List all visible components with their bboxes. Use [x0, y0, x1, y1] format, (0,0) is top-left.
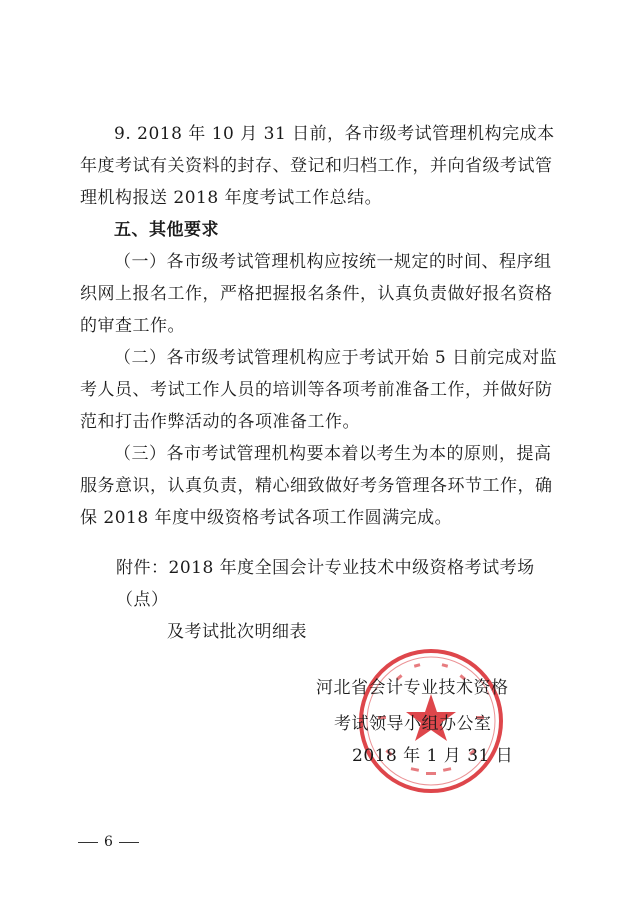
signature-org-line-2: 考试领导小组办公室: [334, 714, 492, 734]
page-number-dash-right: [119, 842, 139, 843]
attachment-note: [116, 552, 576, 648]
paragraph-item-9: 9. 2018 年 10 月 31 日前，各市级考试管理机构完成本年度考试有关资料的封存、登记和归档工作，并向省级考试管理机构报送 2018 年度考试工作总结。: [80, 124, 555, 208]
signature-date: 2018 年 1 月 31 日: [352, 746, 514, 766]
page-number-dash-left: [78, 842, 98, 843]
page-number-value: 6: [104, 834, 113, 850]
attachment-line-1: 附件：2018 年度全国会计专业技术中级资格考试考场（点）: [116, 558, 535, 610]
signature-org-line-1: 河北省会计专业技术资格: [316, 678, 509, 698]
section-heading: 五、其他要求: [114, 220, 219, 240]
requirement-paragraph-3: （三）各市考试管理机构要本着以考生为本的原则，提高服务意识，认真负责，精心细致做好考务管理各环节工作，确保 2018 年度中级资格考试各项工作圆满完成。: [80, 444, 553, 528]
requirement-paragraph-2: （二）各市级考试管理机构应于考试开始 5 日前完成对监考人员、考试工作人员的培训等各项考前准备工作，并做好防范和打击作弊活动的各项准备工作。: [80, 348, 558, 432]
attachment-line-2: 及考试批次明细表: [167, 622, 307, 642]
requirement-paragraph-1: （一）各市级考试管理机构应按统一规定的时间、程序组织网上报名工作，严格把握报名条件，认真负责做好报名资格的审查工作。: [80, 252, 553, 336]
page-number: [78, 834, 139, 850]
